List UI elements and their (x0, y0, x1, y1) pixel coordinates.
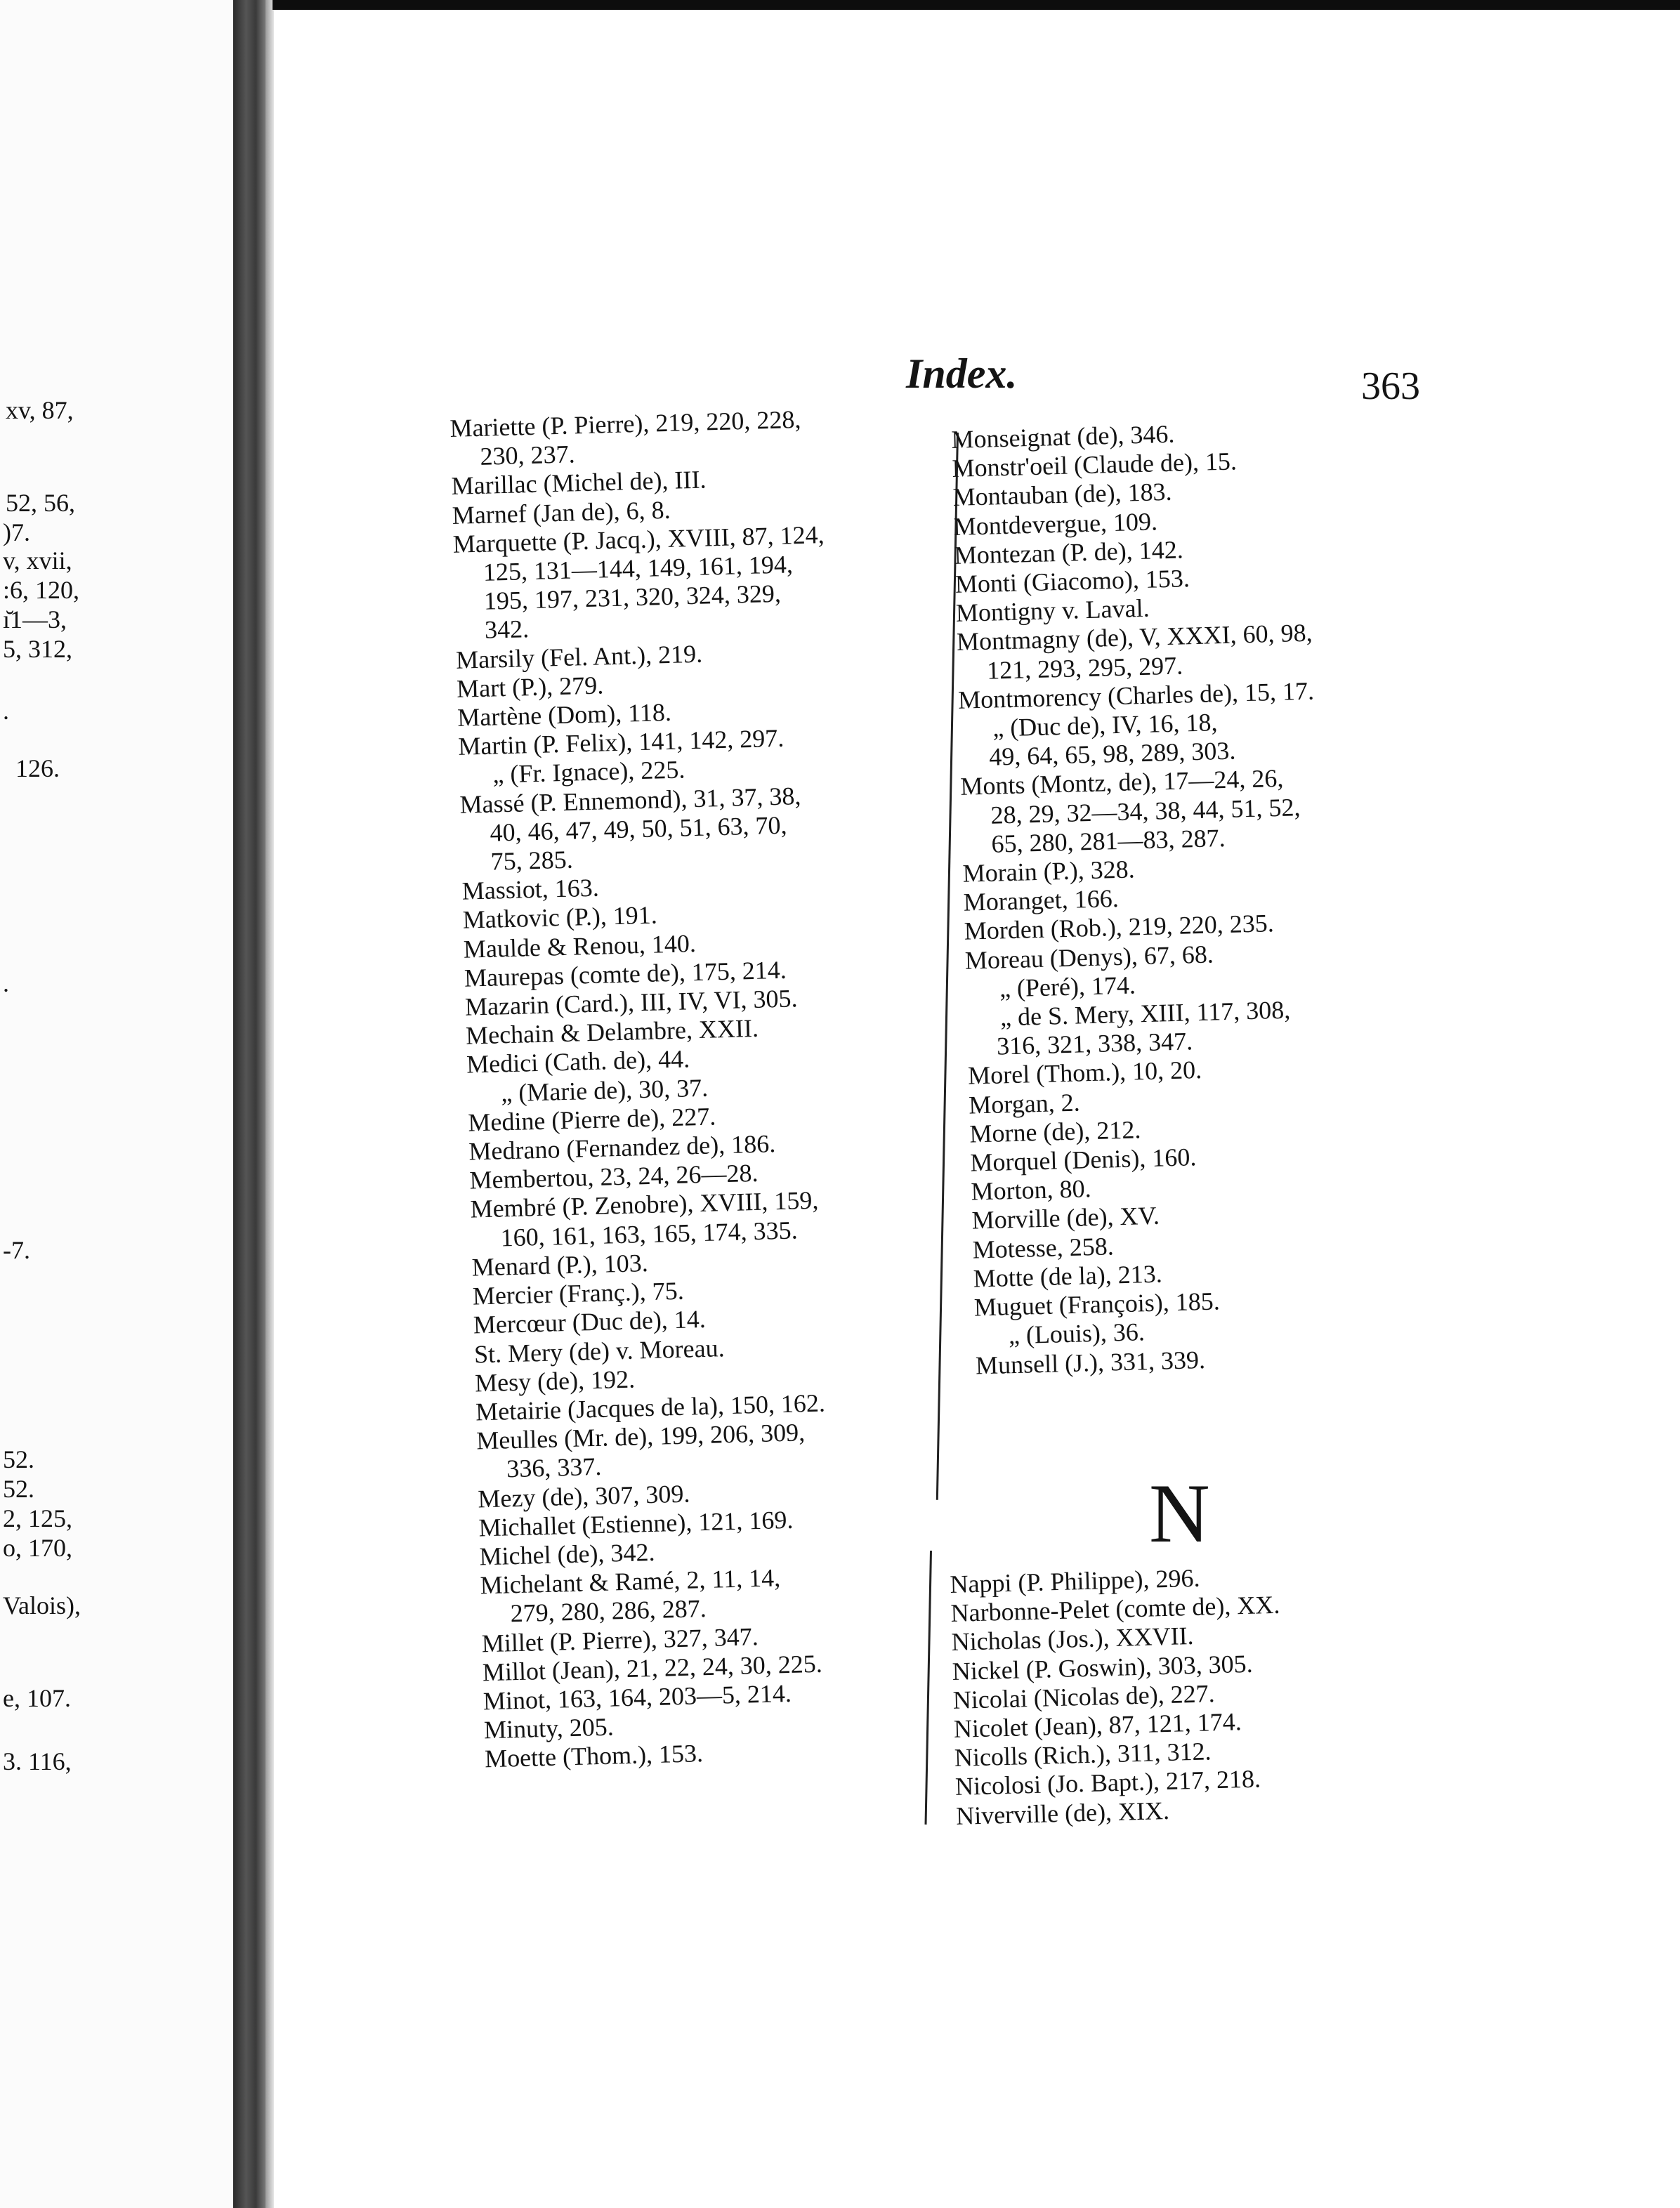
index-entry: Nicolls (Rich.), 311, 312. (954, 1737, 1212, 1773)
index-entry: Millot (Jean), 21, 22, 24, 30, 225. (482, 1649, 823, 1687)
index-entry: Marsily (Fel. Ant.), 219. (455, 639, 703, 674)
index-column-right (951, 414, 1439, 1381)
index-entry: Morgan, 2. (968, 1088, 1081, 1119)
index-entry: Narbonne-Pelet (comte de), XX. (950, 1590, 1280, 1628)
index-entry: Massé (P. Ennemond), 31, 37, 38, (459, 781, 801, 819)
index-entry: Montmagny (de), V, XXXI, 60, 98, (956, 619, 1313, 657)
index-entry: Michelant & Ramé, 2, 11, 14, (480, 1563, 781, 1600)
top-border (273, 0, 1680, 10)
index-entry: Mazarin (Card.), III, IV, VI, 305. (464, 984, 799, 1021)
index-entry-continuation: 28, 29, 32—34, 38, 44, 51, 52, (990, 792, 1301, 829)
facing-page-fragment: e, 107. (3, 1684, 71, 1712)
index-entry: Muguet (François), 185. (973, 1287, 1221, 1322)
index-entry: Maulde & Renou, 140. (463, 928, 697, 964)
index-entry: Medici (Cath. de), 44. (466, 1044, 690, 1079)
index-entry: Maurepas (comte de), 175, 214. (464, 955, 787, 992)
index-entry-continuation: 125, 131—144, 149, 161, 194, (483, 550, 794, 586)
index-entry: Monstr'oeil (Claude de), 15. (952, 447, 1238, 483)
facing-page-fragment: ı̆1—3, (3, 605, 67, 633)
index-entry-continuation: 121, 293, 295, 297. (986, 651, 1183, 685)
index-entry: Munsell (J.), 331, 339. (975, 1345, 1206, 1380)
index-entry: Michallet (Estienne), 121, 169. (478, 1505, 794, 1542)
index-entry: Montezan (P. de), 142. (954, 535, 1184, 570)
facing-page-fragment: -7. (3, 1236, 30, 1264)
index-entry: St. Mery (de) v. Moreau. (473, 1333, 726, 1369)
facing-page-fragment: )7. (3, 518, 30, 546)
index-entry: Morton, 80. (971, 1174, 1092, 1206)
index-entry: Montauban (de), 183. (952, 478, 1173, 512)
index-subentry: „ de S. Mery, XIII, 117, 308, (999, 995, 1291, 1032)
index-entry: Montigny v. Laval. (955, 593, 1150, 628)
index-entry: Mezy (de), 307, 309. (477, 1479, 690, 1513)
index-entry: Medine (Pierre de), 227. (467, 1102, 716, 1137)
index-subentry: „ (Louis), 36. (1008, 1317, 1146, 1350)
index-entry: Motte (de la), 213. (973, 1259, 1163, 1293)
facing-page-fragment: v, xvii, (3, 546, 72, 574)
facing-page-fragment: o, 170, (3, 1534, 72, 1562)
index-entry: Mesy (de), 192. (474, 1365, 636, 1398)
index-entry: Menard (P.), 103. (471, 1248, 649, 1282)
index-entry: Montdevergue, 109. (953, 506, 1158, 541)
index-entry: Marnef (Jan de), 6, 8. (452, 495, 671, 530)
index-entry: Martène (Dom), 118. (457, 697, 672, 732)
index-entry: Morel (Thom.), 10, 20. (967, 1056, 1202, 1091)
index-entry: Minuty, 205. (483, 1712, 615, 1744)
index-entry: Metairie (Jacques de la), 150, 162. (475, 1388, 826, 1426)
index-entry-continuation: 342. (484, 615, 530, 645)
index-entry: Nicolai (Nicolas de), 227. (952, 1678, 1216, 1714)
index-entry: Morne (de), 212. (969, 1115, 1141, 1148)
facing-page-fragment: 52, 56, (6, 489, 75, 517)
facing-page (0, 0, 233, 2208)
index-entry: Meulles (Mr. de), 199, 206, 309, (475, 1418, 806, 1455)
index-entry: Nicolet (Jean), 87, 121, 174. (953, 1707, 1242, 1743)
facing-page-fragment: Valois), (3, 1591, 81, 1619)
index-entry-continuation: 75, 285. (490, 845, 574, 876)
index-entry-continuation: 336, 337. (506, 1452, 602, 1483)
index-entry: Monti (Giacomo), 153. (954, 564, 1190, 598)
index-entry: Morville (de), XV. (971, 1202, 1160, 1235)
facing-page-fragment: . (3, 969, 9, 997)
facing-page-fragment: 52. (3, 1445, 34, 1473)
facing-page-fragment: 3. 116, (3, 1747, 72, 1775)
index-entry-continuation: 195, 197, 231, 320, 324, 329, (483, 579, 782, 616)
facing-page-fragment: 126. (15, 754, 60, 782)
index-column-left (449, 402, 948, 1774)
facing-page-fragment: 52. (3, 1475, 34, 1503)
index-entry: Niverville (de), XIX. (955, 1796, 1170, 1830)
index-entry: Morain (P.), 328. (962, 855, 1136, 888)
index-entry-continuation: 49, 64, 65, 98, 289, 303. (988, 736, 1236, 771)
index-entry-continuation: 230, 237. (480, 440, 576, 471)
facing-page-fragment: 5, 312, (3, 635, 72, 663)
index-entry: Membertou, 23, 24, 26—28. (469, 1159, 759, 1195)
index-entry: Nickel (P. Goswin), 303, 305. (952, 1649, 1254, 1685)
index-entry: Mariette (P. Pierre), 219, 220, 228, (449, 405, 801, 442)
index-entry: Martin (P. Felix), 141, 142, 297. (457, 723, 785, 761)
index-subentry: „ (Fr. Ignace), 225. (492, 755, 685, 789)
book-spine (233, 0, 265, 2208)
index-entry-continuation: 160, 161, 163, 165, 174, 335. (500, 1216, 799, 1252)
index-entry: Monseignat (de), 346. (951, 419, 1175, 454)
index-section-n (950, 1558, 1419, 1831)
index-entry: Membré (P. Zenobre), XVIII, 159, (470, 1186, 819, 1224)
index-entry: Marquette (P. Jacq.), XVIII, 87, 124, (452, 520, 825, 558)
index-entry-continuation: 279, 280, 286, 287. (510, 1594, 707, 1628)
index-entry: Millet (P. Pierre), 327, 347. (481, 1622, 759, 1657)
page-edge (265, 0, 274, 2208)
running-head: Index. (906, 350, 1018, 397)
index-entry: Mercœur (Duc de), 14. (473, 1305, 707, 1339)
facing-page-fragment: 2, 125, (3, 1504, 72, 1532)
index-entry: Michel (de), 342. (479, 1537, 655, 1571)
facing-page-fragment: . (3, 697, 9, 725)
index-subentry: „ (Duc de), IV, 16, 18, (992, 708, 1218, 742)
index-subentry: „ (Marie de), 30, 37. (500, 1073, 709, 1108)
index-entry: Marillac (Michel de), III. (451, 465, 707, 501)
index-entry: Montmorency (Charles de), 15, 17. (957, 676, 1315, 714)
index-entry: Mechain & Delambre, XXII. (465, 1014, 759, 1050)
index-entry: Nicolosi (Jo. Bapt.), 217, 218. (954, 1764, 1261, 1801)
index-subentry: „ (Peré), 174. (999, 971, 1136, 1003)
index-entry: Moette (Thom.), 153. (484, 1739, 704, 1773)
index-entry: Nappi (P. Philippe), 296. (950, 1563, 1200, 1598)
index-entry: Morquel (Denis), 160. (969, 1143, 1197, 1177)
facing-page-fragment: :6, 120, (3, 576, 80, 604)
index-entry: Morden (Rob.), 219, 220, 235. (964, 909, 1275, 946)
index-entry: Medrano (Fernandez de), 186. (468, 1129, 776, 1166)
index-entry-continuation: 40, 46, 47, 49, 50, 51, 63, 70, (490, 810, 787, 847)
index-entry: Nicholas (Jos.), XXVII. (951, 1622, 1195, 1657)
index-entry: Moreau (Denys), 67, 68. (964, 940, 1214, 975)
index-entry: Monts (Montz, de), 17—24, 26, (959, 764, 1284, 801)
index-entry: Mart (P.), 279. (456, 671, 604, 703)
index-entry-continuation: 65, 280, 281—83, 287. (991, 823, 1226, 858)
index-entry: Moranget, 166. (963, 884, 1120, 917)
facing-page-fragment: xv, 87, (6, 396, 74, 424)
index-entry-continuation: 316, 321, 338, 347. (996, 1027, 1193, 1060)
index-entry: Mercier (Franç.), 75. (472, 1276, 685, 1310)
index-entry: Minot, 163, 164, 203—5, 214. (483, 1678, 792, 1716)
index-entry: Motesse, 258. (972, 1232, 1115, 1264)
index-entry: Massiot, 163. (461, 873, 600, 906)
section-letter: N (1149, 1466, 1210, 1560)
index-entry: Matkovic (P.), 191. (462, 900, 658, 935)
page-number: 363 (1361, 364, 1420, 408)
